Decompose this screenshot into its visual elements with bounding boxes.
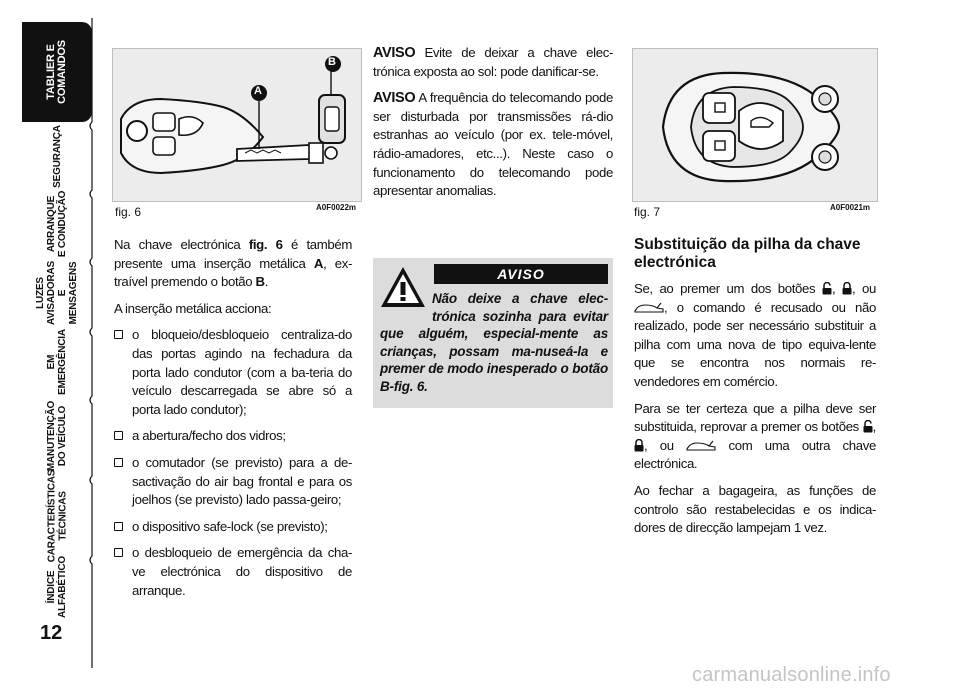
tab-arranque-conducao[interactable] <box>22 190 92 258</box>
tab-seguranca[interactable] <box>22 122 92 190</box>
lock-icon <box>634 439 644 452</box>
aviso-paragraph-1: AVISO Evite de deixar a chave elec-trónica exposta ao sol: pode danificar-se. <box>373 45 613 79</box>
unlock-icon <box>863 420 873 433</box>
trunk-icon <box>634 302 664 314</box>
callout-a: A <box>254 85 262 97</box>
tab-luzes-avisadoras[interactable] <box>22 258 92 328</box>
warning-box-title: AVISO <box>434 264 608 284</box>
tab-label: MANUTENÇÃO DO VEÍCULO <box>46 400 68 472</box>
page-number: 12 <box>40 622 63 644</box>
tab-em-emergencia[interactable] <box>22 328 92 396</box>
figure-7-label: fig. 7 <box>634 205 661 219</box>
intro-paragraph: Na chave electrónica fig. 6 é também presente uma inserção metálica A, ex-traível premendo o botão B. <box>114 237 352 290</box>
tab-label: ARRANQUE E CONDUÇÃO <box>46 190 68 258</box>
paragraph-2: Para se ter certeza que a pilha deve ser substituida, reprovar a premer os botões , , ou com uma outra chave electrónica. <box>634 400 876 472</box>
figure-6 <box>112 48 362 202</box>
column-2 <box>373 44 613 209</box>
column-1 <box>114 236 352 608</box>
tab-label: EM EMERGÊNCIA <box>46 329 68 395</box>
figure-7 <box>632 48 878 202</box>
list-item: a abertura/fecho dos vidros; <box>114 427 352 446</box>
key-illustration-open <box>633 49 877 201</box>
callout-b: B <box>328 56 336 68</box>
unlock-icon <box>822 282 832 295</box>
section-heading: Substituição da pilha da chave electrónica <box>634 236 861 271</box>
tab-label: ÍNDICE ALFABÉTICO <box>45 556 68 618</box>
list-item: o comutador (se previsto) para a de-sactivação do air bag frontal e para os joelhos (se previsto) lado passa-geiro; <box>114 454 352 510</box>
list-item: o bloqueio/desbloqueio centraliza-do das portas agindo na fechadura da porta lado condutor (com a ba-teria do veículo descarregada se abre só a porta lado condutor); <box>114 326 352 419</box>
tab-indice[interactable] <box>22 556 92 618</box>
list-item: o desbloqueio de emergência da cha-ve electrónica do dispositivo de arranque. <box>114 544 352 600</box>
aviso-paragraph-2: AVISO A frequência do telecomando pode ser disturbada por transmissões rá-dio estranhas ao veículo (por ex. tele-móvel, rádio-amadores, etc...). Neste caso o funcionamento do telecomando pode apresentar anomalias. <box>373 90 613 199</box>
tab-manutencao[interactable] <box>22 396 92 476</box>
tab-dividers <box>88 18 96 668</box>
tab-tablier-comandos[interactable] <box>22 22 92 122</box>
tab-caracteristicas[interactable] <box>22 469 92 563</box>
list-item: o dispositivo safe-lock (se previsto); <box>114 518 352 537</box>
warning-box-text: Não deixe a chave elec-trónica sozinha para evitar que alguém, especial-mente as crianças, possam ma-nuseá-la e premer de modo inesperado o botão B-fig. 6. <box>380 291 608 394</box>
figure-7-code: A0F0021m <box>830 203 871 212</box>
column-3 <box>634 280 876 546</box>
figure-6-code: A0F0022m <box>316 203 357 212</box>
tab-label: TABLIER E COMANDOS <box>44 40 68 104</box>
insert-lead: A inserção metálica acciona: <box>114 300 272 316</box>
watermark: carmanualsonline.info <box>692 664 891 686</box>
trunk-icon <box>686 440 716 452</box>
key-illustration <box>113 49 361 201</box>
bullet-list <box>114 326 352 600</box>
paragraph-3: Ao fechar a bagageira, as funções de controlo são restabelecidas e os indica-dores de direcção lampejam 1 vez. <box>634 482 876 536</box>
tab-label: LUZES AVISADORAS E MENSAGENS <box>35 261 79 325</box>
paragraph-1: Se, ao premer um dos botões , , ou , o comando é recusado ou não realizado, pode ser necessário substituir a pilha com uma nova de tipo equiva-lente que se encontra nos normais re-vendedores em comércio. <box>634 281 876 389</box>
figure-6-label: fig. 6 <box>115 205 142 219</box>
tab-label: CARACTERÍSTICAS TÉCNICAS <box>46 469 68 563</box>
lock-icon <box>842 282 852 295</box>
tab-label: SEGURANÇA <box>51 124 63 188</box>
